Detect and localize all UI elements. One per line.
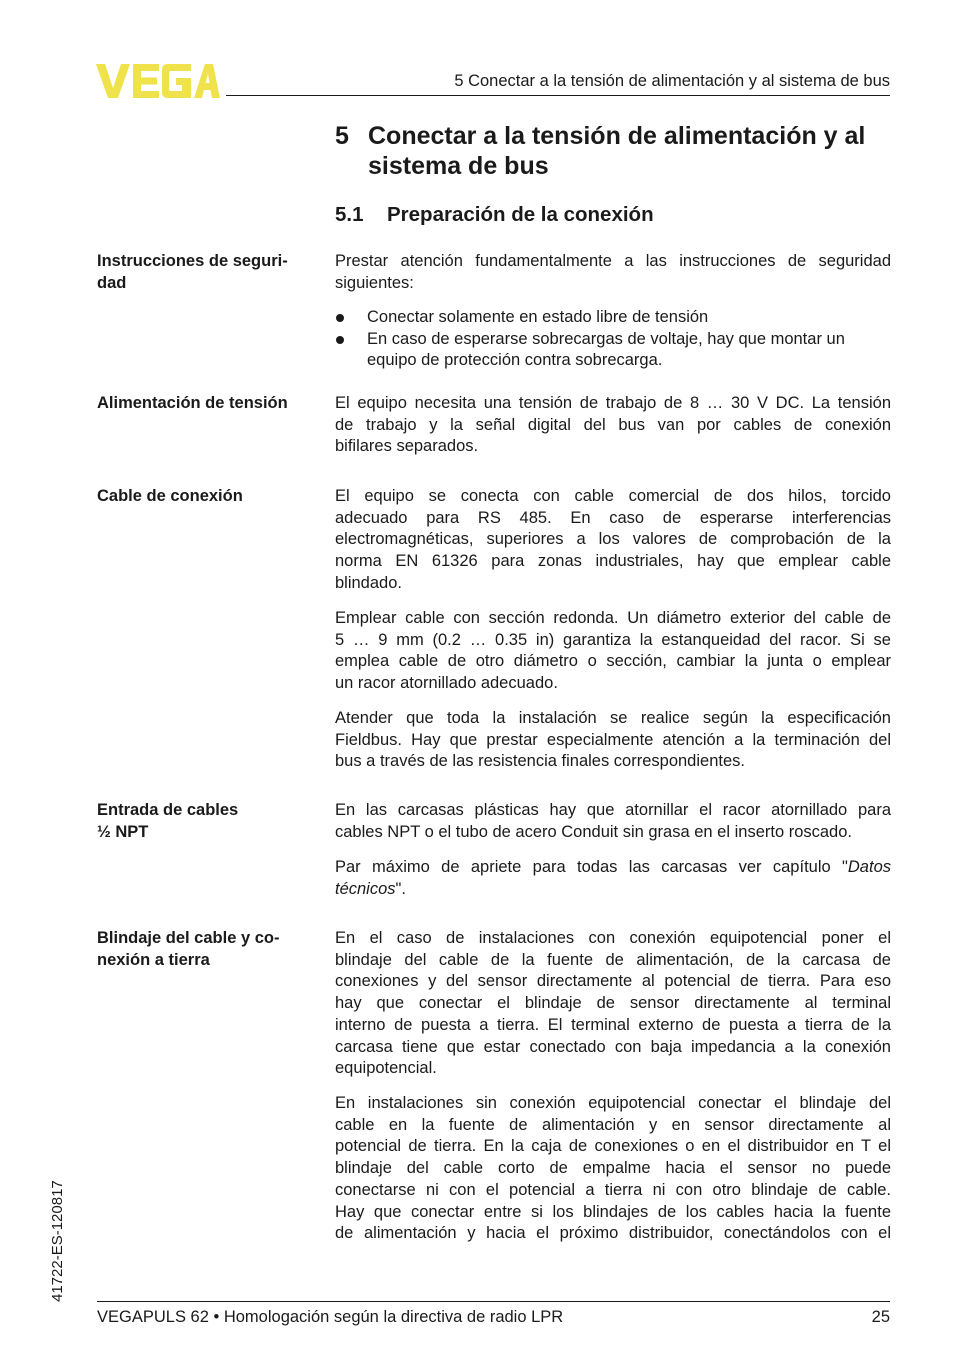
supply-text: El equipo necesita una tensión de trabajo de 8 … 30 V DC. La tensión de trabajo y la señal digital del bus van por cables de conexión bifilares separados. xyxy=(335,394,891,456)
subsection-number: 5.1 xyxy=(335,203,364,226)
shield-paragraph-1: En el caso de instalaciones con conexión equipotencial poner el blindaje del cable de la fuente de alimentación, de la carcasa de conexiones y del sensor directamente al potencial de tierra. Para eso hay que conectar el blindaje de sensor directamente al terminal interno de puesta a tierra. El terminal externo de puesta a tierra de la carcasa tiene que estar conectado con baja impedancia a la conexión equipotencial. xyxy=(335,929,891,1078)
label-cable-entry: Entrada de cables ½ NPT xyxy=(97,801,239,841)
subsection-title: Preparación de la conexión xyxy=(387,203,654,226)
document-code: 41722-ES-120817 xyxy=(49,1180,66,1302)
page-number: 25 xyxy=(871,1308,890,1326)
entry-paragraph-1: En las carcasas plásticas hay que atornillar el racor atornillado para cables NPT o el tubo de acero Conduit sin grasa en el inserto roscado. xyxy=(335,801,891,841)
running-header: 5 Conectar a la tensión de alimentación y al sistema de bus xyxy=(454,72,890,90)
label-shield: Blindaje del cable y co- nexión a tierra xyxy=(97,929,280,969)
bullet-icon xyxy=(336,336,344,344)
section-number: 5 xyxy=(335,122,349,150)
header-rule xyxy=(226,95,890,96)
shield-paragraph-2: En instalaciones sin conexión equipotencial conectar el blindaje del cable en la fuente de alimentación y en sensor directamente al potencial de tierra. En la caja de conexiones o en el distribuidor en T el blindaje del cable corto de empalme hacia el sensor no puede conectarse ni con el potencial a tierra ni con otro blindaje de cable. Hay que conectar entre si los blindajes de los cables hacia la fuente de alimentación y hacia el próximo distribuidor, conectándolos con el xyxy=(335,1094,891,1243)
footer-text: VEGAPULS 62 • Homologación según la directiva de radio LPR xyxy=(97,1308,564,1326)
vega-logo xyxy=(96,64,220,98)
safety-bullet-list xyxy=(335,307,891,372)
cable-paragraph-3: Atender que toda la instalación se realice según la especificación Fieldbus. Hay que prestar especialmente atención a la terminación del bus a través de las resistencia finales correspondientes. xyxy=(335,709,891,771)
safety-intro: Prestar atención fundamentalmente a las instrucciones de seguridad siguientes: xyxy=(335,252,891,292)
section-title: Conectar a la tensión de alimentación y al sistema de bus xyxy=(368,122,866,180)
subsection-heading xyxy=(335,202,654,228)
footer-rule xyxy=(97,1301,890,1302)
datos-tecnicos-ref: Datos xyxy=(847,858,891,876)
label-safety: Instrucciones de seguri- dad xyxy=(97,252,288,292)
bullet-icon xyxy=(336,314,344,322)
list-item: En caso de esperarse sobrecargas de voltaje, hay que montar un equipo de protección contra sobrecarga. xyxy=(335,329,891,372)
list-item: Conectar solamente en estado libre de tensión xyxy=(335,307,891,329)
label-cable: Cable de conexión xyxy=(97,487,243,505)
label-supply: Alimentación de tensión xyxy=(97,394,288,412)
cable-paragraph-1: El equipo se conecta con cable comercial de dos hilos, torcido adecuado para RS 485. En caso de esperarse interferencias electromagnéticas, superiores a los valores de comprobación de la norma EN 61326 para zonas industriales, hay que emplear cable blindado. xyxy=(335,487,891,592)
cable-paragraph-2: Emplear cable con sección redonda. Un diámetro exterior del cable de 5 … 9 mm (0.2 … 0.35 in) garantiza la estanqueidad del racor. Si se emplea cable de otro diámetro o sección, cambiar la junta o emplear un racor atornillado adecuado. xyxy=(335,609,891,693)
entry-paragraph-2: Par máximo de apriete para todas las carcasas ver capítulo "Datos técnicos". xyxy=(335,858,891,898)
section-heading xyxy=(335,121,895,181)
